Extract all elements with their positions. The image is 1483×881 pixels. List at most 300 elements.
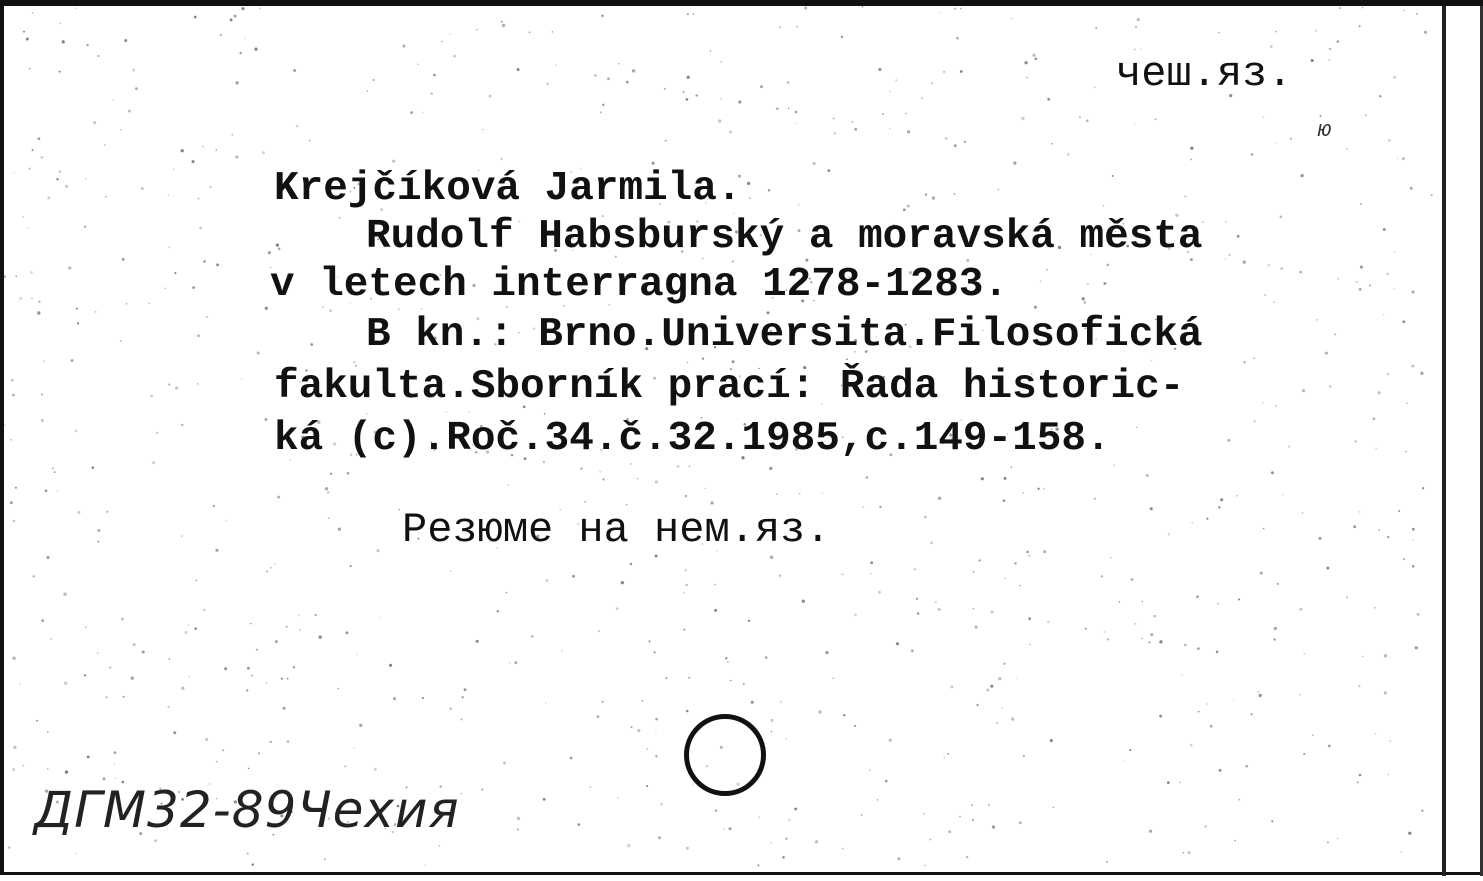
scan-speck: [1299, 271, 1302, 274]
scan-speck: [241, 7, 244, 10]
scan-speck: [1346, 148, 1348, 150]
scan-speck: [1107, 638, 1110, 641]
scan-speck: [785, 738, 786, 739]
scan-speck: [1365, 114, 1367, 116]
scan-speck: [979, 559, 981, 561]
scan-speck: [1300, 174, 1303, 177]
scan-speck: [1405, 451, 1407, 453]
scan-speck: [1150, 507, 1153, 510]
scan-speck: [1003, 499, 1006, 502]
scan-speck: [1079, 116, 1081, 118]
scan-speck: [283, 707, 286, 710]
scan-speck: [1353, 525, 1356, 528]
scan-speck: [196, 580, 198, 582]
scan-speck: [1026, 551, 1028, 553]
scan-speck: [1047, 98, 1050, 101]
scan-speck: [251, 675, 253, 677]
scan-speck: [714, 584, 716, 586]
scan-speck: [1014, 562, 1016, 564]
scan-speck: [241, 378, 243, 380]
scan-speck: [278, 247, 281, 250]
source-line-1: B kn.: Brno.Universita.Filosofická: [366, 312, 1203, 358]
scan-speck: [506, 592, 508, 594]
scan-speck: [1328, 744, 1331, 747]
scan-speck: [517, 68, 520, 71]
scan-speck: [1337, 278, 1339, 280]
scan-speck: [825, 651, 828, 654]
scan-speck: [1400, 851, 1402, 853]
scan-speck: [779, 575, 781, 577]
scan-speck: [353, 361, 355, 363]
scan-speck: [30, 271, 33, 274]
scan-speck: [215, 549, 218, 552]
scan-speck: [85, 178, 87, 180]
scan-speck: [1408, 832, 1411, 835]
scan-speck: [192, 160, 195, 163]
scan-speck: [1094, 87, 1096, 89]
scan-speck: [796, 26, 798, 28]
scan-speck: [916, 598, 918, 600]
scan-speck: [97, 55, 99, 57]
scan-speck: [77, 322, 79, 324]
scan-speck: [1153, 615, 1156, 618]
scan-speck: [607, 77, 610, 80]
scan-speck: [133, 643, 136, 646]
scan-speck: [795, 111, 798, 114]
scan-speck: [402, 45, 405, 48]
scan-speck: [514, 661, 517, 664]
scan-speck: [602, 104, 604, 106]
scan-speck: [213, 505, 215, 507]
scan-speck: [329, 309, 332, 312]
scan-speck: [50, 638, 52, 640]
scan-speck: [555, 64, 557, 66]
scan-speck: [649, 640, 651, 642]
scan-speck: [646, 785, 648, 787]
scan-speck: [11, 379, 13, 381]
scan-speck: [923, 813, 924, 814]
scan-speck: [843, 714, 845, 716]
scan-speck: [833, 118, 835, 120]
scan-speck: [870, 561, 873, 564]
scan-speck: [501, 158, 504, 161]
scan-speck: [1316, 319, 1318, 321]
scan-speck: [71, 359, 74, 362]
scan-speck: [517, 817, 520, 820]
scan-speck: [45, 489, 48, 492]
scan-speck: [1219, 769, 1222, 772]
scan-speck: [77, 511, 80, 514]
handwritten-shelf-code: ДГМ32-89Чехия: [34, 781, 460, 839]
scan-speck: [449, 33, 451, 35]
scan-speck: [1134, 623, 1136, 625]
scan-speck: [1217, 603, 1219, 605]
scan-speck: [93, 121, 96, 124]
scan-speck: [776, 107, 779, 110]
scan-speck: [693, 13, 695, 15]
scan-speck: [181, 149, 184, 152]
scan-speck: [929, 839, 931, 841]
scan-speck: [1243, 260, 1246, 263]
scan-speck: [1416, 13, 1418, 15]
scan-speck: [103, 777, 106, 780]
title-line-2: v letech interragna 1278-1283.: [270, 262, 1009, 308]
scan-speck: [296, 125, 299, 128]
scan-speck: [114, 763, 115, 764]
scan-speck: [1245, 765, 1248, 768]
scan-speck: [250, 623, 251, 624]
scan-speck: [270, 567, 272, 569]
scan-speck: [1019, 585, 1020, 586]
scan-speck: [338, 217, 340, 219]
title-line-1: Rudolf Habsburský a moravská města: [366, 214, 1203, 260]
scan-speck: [677, 465, 680, 468]
scan-speck: [854, 128, 857, 131]
scan-speck: [959, 816, 961, 818]
scan-speck: [1134, 123, 1136, 125]
scan-speck: [852, 121, 854, 123]
scan-speck: [1233, 699, 1234, 700]
scan-speck: [759, 816, 760, 817]
scan-speck: [47, 768, 48, 769]
scan-speck: [13, 746, 16, 749]
scan-speck: [1023, 755, 1025, 757]
scan-speck: [398, 509, 400, 511]
scan-speck: [879, 506, 881, 508]
scan-speck: [254, 47, 257, 50]
scan-speck: [972, 819, 974, 821]
scan-speck: [188, 624, 190, 626]
scan-speck: [1184, 195, 1186, 197]
scan-speck: [1034, 306, 1037, 309]
scan-speck: [97, 541, 99, 543]
scan-speck: [239, 52, 241, 54]
scan-speck: [1216, 651, 1218, 653]
scan-speck: [1094, 498, 1096, 500]
scan-speck: [124, 39, 127, 42]
scan-speck: [410, 111, 413, 114]
scan-speck: [943, 71, 945, 73]
scan-speck: [1168, 533, 1170, 535]
scan-speck: [1119, 601, 1121, 603]
scan-speck: [765, 656, 768, 659]
scan-speck: [990, 685, 993, 688]
scan-speck: [1412, 565, 1415, 568]
scan-speck: [1359, 25, 1361, 27]
scan-speck: [367, 91, 368, 92]
scan-speck: [168, 383, 170, 385]
scan-speck: [561, 650, 563, 652]
scan-speck: [1103, 282, 1106, 285]
scan-speck: [105, 196, 107, 198]
scan-speck: [64, 682, 67, 685]
scan-speck: [1369, 284, 1371, 286]
scan-speck: [315, 614, 317, 616]
scan-speck: [794, 807, 797, 810]
scan-speck: [264, 418, 267, 421]
scan-speck: [1387, 536, 1389, 538]
scan-speck: [665, 140, 667, 142]
scan-speck: [181, 424, 184, 427]
scan-speck: [815, 840, 818, 843]
scan-speck: [1004, 477, 1007, 480]
scan-speck: [298, 614, 300, 616]
scan-speck: [1280, 267, 1283, 270]
scan-speck: [1334, 333, 1336, 335]
scan-speck: [1326, 567, 1329, 570]
scan-speck: [84, 674, 86, 676]
scan-speck: [771, 731, 773, 733]
scan-speck: [1141, 638, 1142, 639]
scan-speck: [68, 266, 71, 269]
scan-speck: [924, 516, 926, 518]
scan-speck: [97, 529, 100, 532]
scan-speck: [925, 193, 927, 195]
scan-speck: [1191, 522, 1192, 523]
scan-speck: [655, 730, 656, 731]
scan-speck: [464, 688, 467, 691]
scan-speck: [870, 573, 871, 574]
scan-speck: [655, 480, 658, 483]
scan-speck: [293, 69, 296, 72]
scan-speck: [164, 287, 165, 288]
scan-speck: [580, 468, 582, 470]
scan-speck: [123, 696, 125, 698]
scan-speck: [422, 112, 423, 113]
scan-speck: [637, 729, 640, 732]
scan-speck: [930, 541, 933, 544]
scan-speck: [1149, 830, 1152, 833]
scan-speck: [1053, 807, 1054, 808]
scan-speck: [430, 92, 433, 95]
scan-speck: [1234, 840, 1236, 842]
scan-speck: [141, 187, 144, 190]
scan-speck: [1029, 644, 1031, 646]
scan-speck: [1274, 627, 1277, 630]
scan-speck: [1095, 27, 1097, 29]
scan-speck: [328, 518, 330, 520]
scan-speck: [1137, 18, 1140, 21]
scan-speck: [1315, 30, 1317, 32]
scan-speck: [1019, 821, 1022, 824]
scan-speck: [1206, 517, 1208, 519]
scan-speck: [854, 725, 856, 727]
scan-speck: [598, 630, 600, 632]
scan-speck: [832, 678, 834, 680]
scan-speck: [1220, 498, 1223, 501]
scan-speck: [802, 600, 805, 603]
scan-speck: [841, 36, 843, 38]
scan-speck: [43, 360, 44, 361]
scan-speck: [338, 528, 341, 531]
scan-speck: [1374, 607, 1376, 609]
scan-speck: [476, 29, 477, 30]
scan-speck: [1034, 57, 1037, 60]
scan-speck: [1051, 143, 1053, 145]
scan-speck: [1040, 281, 1041, 282]
scan-speck: [259, 8, 260, 9]
scan-speck: [65, 185, 68, 188]
scan-speck: [1383, 228, 1386, 231]
scan-speck: [1398, 510, 1400, 512]
scan-speck: [1151, 360, 1152, 361]
scan-speck: [905, 113, 906, 114]
scan-speck: [450, 707, 452, 709]
scan-speck: [695, 94, 697, 96]
scan-speck: [126, 303, 128, 305]
scan-speck: [128, 110, 131, 113]
scan-speck: [1043, 488, 1045, 490]
scan-speck: [497, 610, 499, 612]
scan-speck: [120, 340, 122, 342]
scan-speck: [393, 697, 396, 700]
scan-speck: [1016, 678, 1017, 679]
scan-speck: [41, 156, 43, 158]
scan-speck: [861, 814, 862, 815]
scan-speck: [1271, 471, 1274, 474]
scan-speck: [996, 722, 998, 724]
scan-speck: [287, 740, 290, 743]
scan-speck: [939, 12, 940, 13]
scan-speck: [131, 676, 134, 679]
scan-speck: [546, 83, 548, 85]
scan-speck: [997, 189, 999, 191]
scan-speck: [621, 581, 624, 584]
scan-speck: [421, 308, 423, 310]
scan-speck: [725, 657, 727, 659]
scan-speck: [954, 144, 957, 147]
scan-speck: [1394, 251, 1395, 252]
scan-speck: [1372, 417, 1375, 420]
scan-speck: [438, 845, 440, 847]
scan-speck: [324, 858, 326, 860]
scan-speck: [804, 6, 807, 9]
scan-speck: [545, 702, 546, 703]
scan-speck: [1319, 537, 1322, 540]
scan-speck: [503, 762, 506, 765]
scan-speck: [87, 755, 90, 758]
scan-speck: [1282, 494, 1283, 495]
scan-speck: [122, 258, 125, 261]
scan-speck: [686, 98, 689, 101]
language-note: чеш.яз.: [1116, 50, 1293, 98]
scan-speck: [1274, 639, 1276, 641]
scan-speck: [1113, 464, 1115, 466]
scan-speck: [974, 626, 977, 629]
scan-speck: [86, 44, 88, 46]
scan-speck: [688, 677, 690, 679]
scan-speck: [1167, 781, 1170, 784]
scan-speck: [462, 696, 464, 698]
scan-speck: [1388, 139, 1390, 141]
scan-speck: [685, 584, 688, 587]
scan-speck: [1155, 118, 1157, 120]
scan-speck: [509, 662, 510, 663]
scan-speck: [1218, 506, 1220, 508]
scan-speck: [692, 784, 694, 786]
scan-speck: [502, 24, 505, 27]
scan-speck: [173, 731, 176, 734]
scan-speck: [1238, 598, 1240, 600]
scan-speck: [1390, 740, 1391, 741]
scan-speck: [104, 144, 105, 145]
scan-speck: [1277, 583, 1279, 585]
scan-speck: [281, 678, 283, 680]
scan-speck: [877, 799, 879, 801]
scan-speck: [1377, 391, 1380, 394]
scan-speck: [257, 351, 260, 354]
scan-speck: [1260, 572, 1263, 575]
scan-speck: [345, 631, 348, 634]
scan-speck: [973, 608, 974, 609]
scan-speck: [22, 764, 24, 766]
scan-speck: [319, 635, 322, 638]
scan-speck: [135, 87, 138, 90]
scan-speck: [175, 386, 178, 389]
scan-speck: [652, 162, 655, 165]
scan-speck: [12, 657, 15, 660]
scan-speck: [1311, 59, 1314, 62]
scan-speck: [268, 251, 271, 254]
scan-speck: [732, 360, 735, 363]
scan-speck: [594, 74, 597, 77]
scan-speck: [508, 484, 509, 485]
scan-speck: [655, 755, 658, 758]
scan-speck: [795, 122, 796, 123]
scan-speck: [47, 196, 50, 199]
scan-speck: [1021, 117, 1024, 120]
scan-speck: [788, 819, 790, 821]
scan-speck: [1388, 774, 1390, 776]
scan-speck: [1237, 235, 1240, 238]
scan-speck: [1358, 685, 1361, 688]
scan-speck: [601, 15, 603, 17]
scan-speck: [715, 809, 718, 812]
scan-speck: [97, 652, 98, 653]
scan-speck: [914, 568, 916, 570]
scan-speck: [878, 591, 881, 594]
scan-speck: [889, 128, 890, 129]
scan-speck: [441, 41, 442, 42]
scan-speck: [325, 487, 328, 490]
scan-speck: [461, 719, 463, 721]
scan-speck: [1183, 852, 1184, 853]
scan-speck: [38, 137, 41, 140]
scan-speck: [152, 461, 155, 464]
scan-speck: [1013, 162, 1016, 165]
scan-speck: [262, 151, 265, 154]
scan-speck: [379, 617, 380, 618]
scan-speck: [911, 649, 914, 652]
scan-speck: [247, 667, 250, 670]
scan-speck: [234, 15, 237, 18]
scan-speck: [1412, 540, 1413, 541]
scan-speck: [222, 749, 224, 751]
scan-speck: [417, 64, 418, 65]
scan-speck: [293, 666, 295, 668]
scan-speck: [1362, 7, 1364, 9]
scan-speck: [1394, 288, 1395, 289]
scan-speck: [1142, 601, 1143, 602]
scan-speck: [167, 706, 169, 708]
scan-speck: [41, 419, 44, 422]
scan-speck: [270, 741, 272, 743]
scan-speck: [1258, 691, 1260, 693]
scan-speck: [544, 413, 546, 415]
scan-speck: [658, 836, 661, 839]
scan-speck: [1135, 26, 1137, 28]
scan-speck: [26, 37, 29, 40]
